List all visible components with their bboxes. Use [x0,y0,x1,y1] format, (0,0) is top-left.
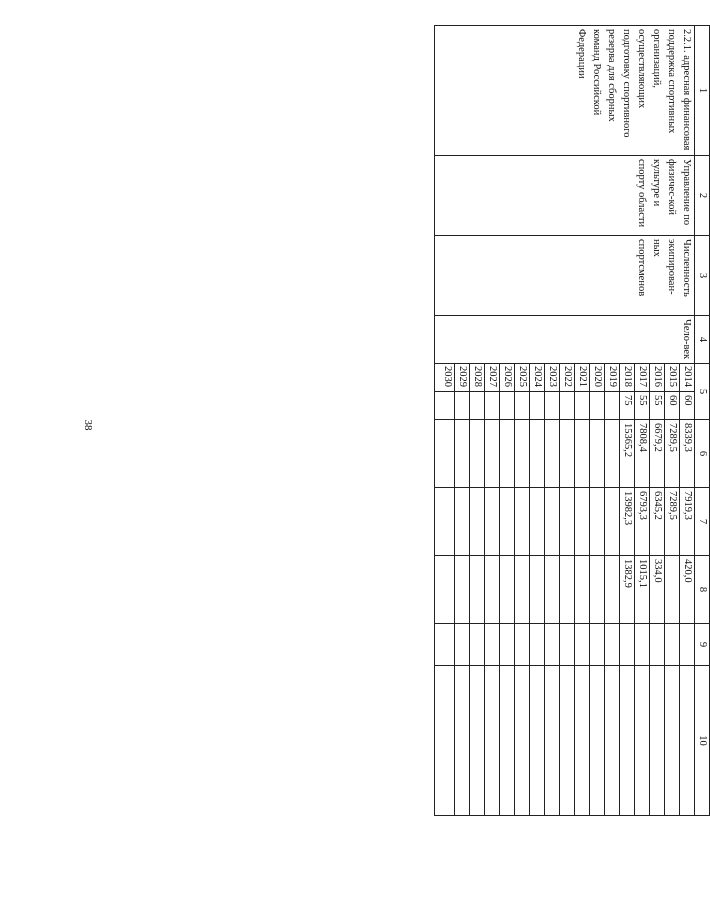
value-col-8 [545,556,560,624]
year-cell: 2022 [560,364,575,392]
value-col-5 [515,392,530,420]
value-col-6 [435,420,455,488]
value-col-9 [605,624,620,666]
header-col-3: 3 [695,236,710,316]
value-col-8 [435,556,455,624]
value-col-8: 334,0 [650,556,665,624]
value-col-7 [605,488,620,556]
value-col-10 [485,666,500,816]
value-col-9 [545,624,560,666]
value-col-5 [590,392,605,420]
year-cell: 2018 [620,364,635,392]
value-col-9 [635,624,650,666]
value-col-8 [575,556,590,624]
value-col-9 [530,624,545,666]
value-col-9 [455,624,470,666]
value-col-9 [435,624,455,666]
value-col-5: 55 [635,392,650,420]
value-col-5: 55 [650,392,665,420]
value-col-6 [560,420,575,488]
value-col-10 [455,666,470,816]
value-col-7: 6793,3 [635,488,650,556]
value-col-9 [470,624,485,666]
value-col-7 [560,488,575,556]
year-cell: 2027 [485,364,500,392]
table-body [435,26,695,816]
value-col-9 [665,624,680,666]
value-col-5 [560,392,575,420]
value-col-10 [560,666,575,816]
value-col-10 [435,666,455,816]
value-col-8 [470,556,485,624]
value-col-5 [485,392,500,420]
header-col-5: 5 [695,364,710,420]
value-col-6 [605,420,620,488]
header-col-7: 7 [695,488,710,556]
year-cell: 2025 [515,364,530,392]
value-col-10 [665,666,680,816]
header-col-9: 9 [695,624,710,666]
header-col-6: 6 [695,420,710,488]
value-col-5 [605,392,620,420]
indicator-cell: Численность экипирован-ных спортсменов [435,236,695,316]
value-col-10 [500,666,515,816]
value-col-7: 7289,5 [665,488,680,556]
year-cell: 2029 [455,364,470,392]
year-cell: 2016 [650,364,665,392]
header-col-8: 8 [695,556,710,624]
value-col-7 [435,488,455,556]
value-col-9 [620,624,635,666]
value-col-10 [590,666,605,816]
value-col-7: 6345,2 [650,488,665,556]
year-cell: 2014 [680,364,695,392]
value-col-6 [530,420,545,488]
value-col-5 [530,392,545,420]
value-col-10 [530,666,545,816]
value-col-8 [605,556,620,624]
value-col-8: 1382,9 [620,556,635,624]
value-col-5: 60 [665,392,680,420]
value-col-10 [635,666,650,816]
value-col-7 [575,488,590,556]
value-col-10 [470,666,485,816]
value-col-8 [590,556,605,624]
executor-cell: Управление по физичес-кой культуре и спорту области [435,156,695,236]
value-col-8: 420,0 [680,556,695,624]
header-col-1: 1 [695,26,710,156]
value-col-9 [515,624,530,666]
value-col-10 [545,666,560,816]
value-col-9 [485,624,500,666]
value-col-7 [530,488,545,556]
value-col-5 [545,392,560,420]
value-col-8 [665,556,680,624]
value-col-7 [545,488,560,556]
year-cell: 2024 [530,364,545,392]
value-col-9 [680,624,695,666]
value-col-8 [530,556,545,624]
value-col-8 [560,556,575,624]
program-table [434,25,710,816]
value-col-7: 13982,3 [620,488,635,556]
header-col-4: 4 [695,316,710,364]
value-col-10 [515,666,530,816]
value-col-10 [605,666,620,816]
value-col-8 [485,556,500,624]
value-col-8: 1015,1 [635,556,650,624]
value-col-6 [515,420,530,488]
year-cell: 2015 [665,364,680,392]
value-col-5: 75 [620,392,635,420]
value-col-6: 7808,4 [635,420,650,488]
activity-cell: 2.2.1. адресная финансовая поддержка спортивных организаций, осуществляющих подготовку спортивного резерва для сборных команд Российской Федерации [435,26,695,156]
value-col-6: 7289,5 [665,420,680,488]
value-col-10 [620,666,635,816]
value-col-7 [485,488,500,556]
value-col-5 [470,392,485,420]
rotated-table-wrapper [434,25,710,815]
header-row [695,26,710,816]
page-number: 38 [82,419,94,431]
value-col-7 [590,488,605,556]
value-col-5 [500,392,515,420]
value-col-9 [650,624,665,666]
value-col-9 [500,624,515,666]
value-col-6 [590,420,605,488]
value-col-6 [455,420,470,488]
value-col-10 [575,666,590,816]
year-cell: 2019 [605,364,620,392]
value-col-7 [470,488,485,556]
value-col-6 [470,420,485,488]
year-cell: 2028 [470,364,485,392]
value-col-8 [455,556,470,624]
value-col-8 [500,556,515,624]
value-col-10 [650,666,665,816]
header-col-2: 2 [695,156,710,236]
value-col-6 [500,420,515,488]
value-col-7: 7919,3 [680,488,695,556]
year-cell: 2030 [435,364,455,392]
unit-cell: Чело-век [435,316,695,364]
value-col-9 [560,624,575,666]
value-col-7 [515,488,530,556]
table-row [680,26,695,816]
year-cell: 2020 [590,364,605,392]
value-col-5 [575,392,590,420]
value-col-5: 60 [680,392,695,420]
value-col-5 [455,392,470,420]
value-col-10 [680,666,695,816]
value-col-9 [590,624,605,666]
header-col-10: 10 [695,666,710,816]
year-cell: 2026 [500,364,515,392]
value-col-6 [545,420,560,488]
value-col-6: 15365,2 [620,420,635,488]
value-col-6 [485,420,500,488]
value-col-9 [575,624,590,666]
year-cell: 2017 [635,364,650,392]
value-col-6 [575,420,590,488]
value-col-5 [435,392,455,420]
value-col-6: 6679,2 [650,420,665,488]
year-cell: 2023 [545,364,560,392]
value-col-7 [500,488,515,556]
value-col-6: 8339,3 [680,420,695,488]
value-col-7 [455,488,470,556]
value-col-8 [515,556,530,624]
year-cell: 2021 [575,364,590,392]
